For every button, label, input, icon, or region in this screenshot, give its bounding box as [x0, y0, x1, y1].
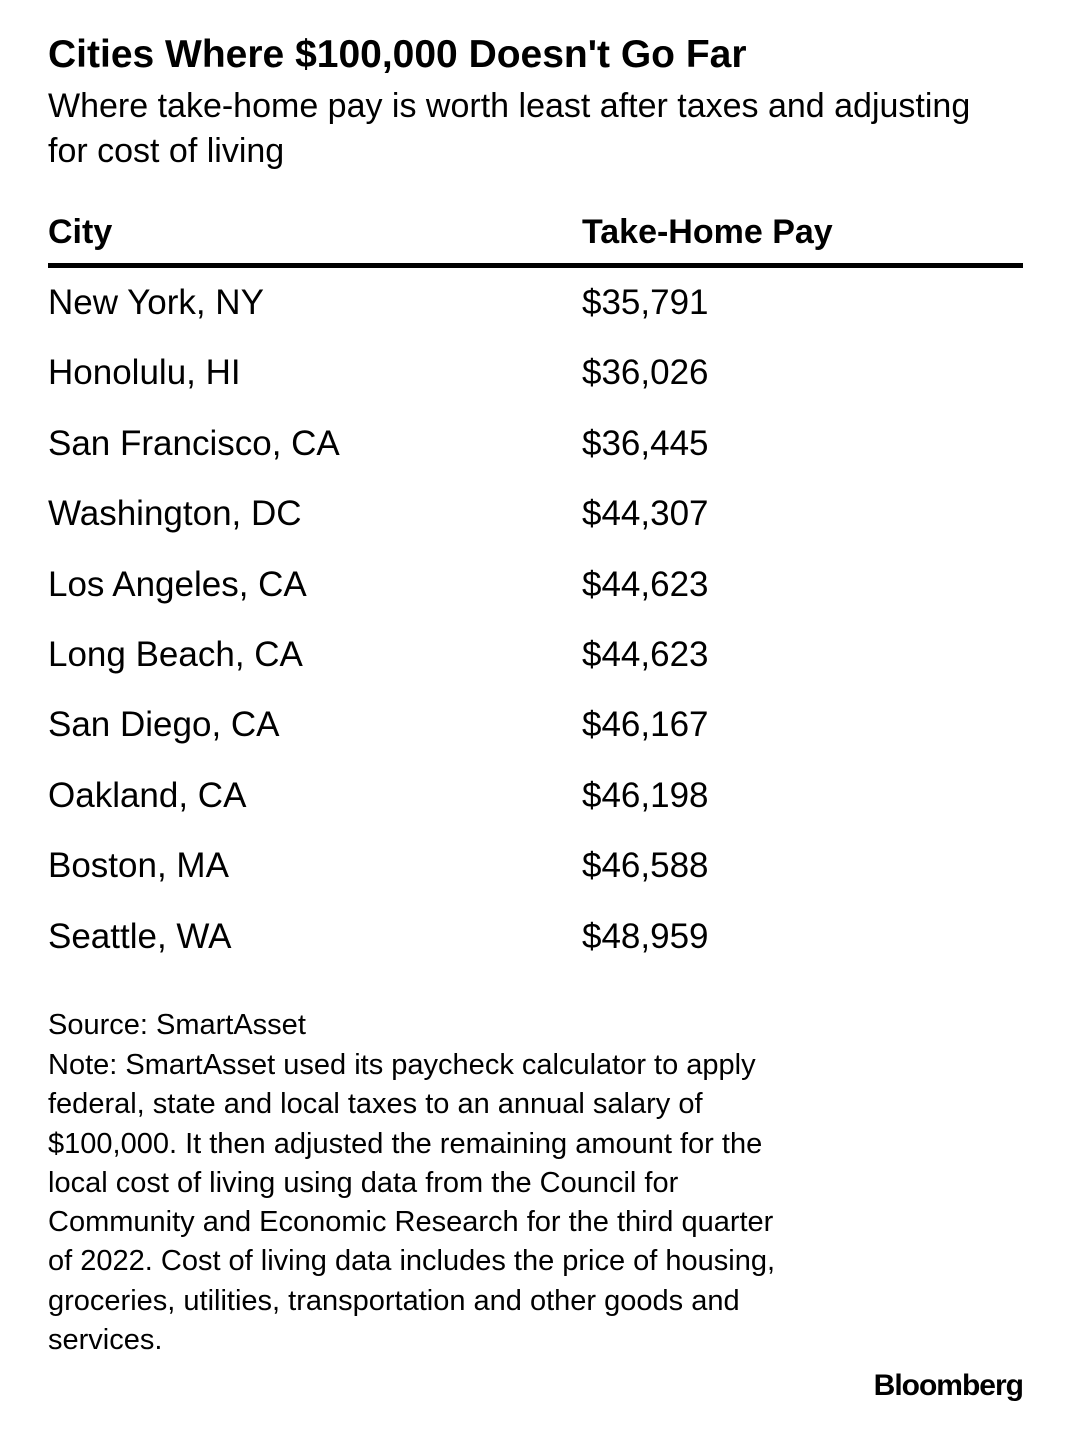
table-row: [48, 338, 1023, 408]
take-home-pay-cell: $46,167: [582, 705, 709, 745]
city-cell: Los Angeles, CA: [48, 564, 307, 604]
table-row: [48, 620, 1023, 690]
take-home-pay-cell: $44,623: [582, 634, 709, 674]
take-home-pay-cell: $44,623: [582, 564, 709, 604]
column-header-city: City: [48, 213, 113, 251]
chart-subtitle: Where take-home pay is worth least after taxes and adjusting for cost of living: [48, 87, 971, 170]
table-row: [48, 268, 1023, 338]
city-cell: San Diego, CA: [48, 705, 280, 745]
table-body: [48, 268, 1023, 972]
city-cell: Washington, DC: [48, 494, 302, 534]
city-cell: New York, NY: [48, 283, 264, 322]
table-header: [48, 204, 1023, 268]
table-row: [48, 902, 1023, 972]
data-table: [48, 204, 1023, 972]
note-text: Note: SmartAsset used its paycheck calculator to apply federal, state and local taxes to an annual salary of $100,000. It then adjusted the remaining amount for the local cost of living using data from the Council for Community and Economic Research for the third quarter of 2022. Cost of living data includes the price of housing, groceries, utilities, transportation and other goods and services.: [48, 1049, 776, 1357]
column-header-take-home-pay: Take-Home Pay: [582, 213, 833, 251]
city-cell: Seattle, WA: [48, 916, 232, 956]
city-cell: Oakland, CA: [48, 775, 247, 815]
city-cell: Boston, MA: [48, 846, 229, 886]
city-cell: Long Beach, CA: [48, 634, 303, 674]
table-row: [48, 409, 1023, 479]
chart-title: Cities Where $100,000 Doesn't Go Far: [48, 33, 747, 76]
take-home-pay-cell: $48,959: [582, 916, 709, 956]
table-row: [48, 831, 1023, 901]
take-home-pay-cell: $35,791: [582, 283, 709, 322]
take-home-pay-cell: $46,198: [582, 775, 709, 815]
city-cell: San Francisco, CA: [48, 423, 340, 463]
city-cell: Honolulu, HI: [48, 353, 241, 393]
table-row: [48, 550, 1023, 620]
table-row: [48, 690, 1023, 760]
table-row: [48, 479, 1023, 549]
take-home-pay-cell: $46,588: [582, 846, 709, 886]
source-text: Source: SmartAsset: [48, 1009, 306, 1041]
take-home-pay-cell: $36,026: [582, 353, 709, 393]
take-home-pay-cell: $36,445: [582, 423, 709, 463]
table-row: [48, 761, 1023, 831]
bloomberg-logo: Bloomberg: [873, 1369, 1023, 1402]
take-home-pay-cell: $44,307: [582, 494, 709, 534]
